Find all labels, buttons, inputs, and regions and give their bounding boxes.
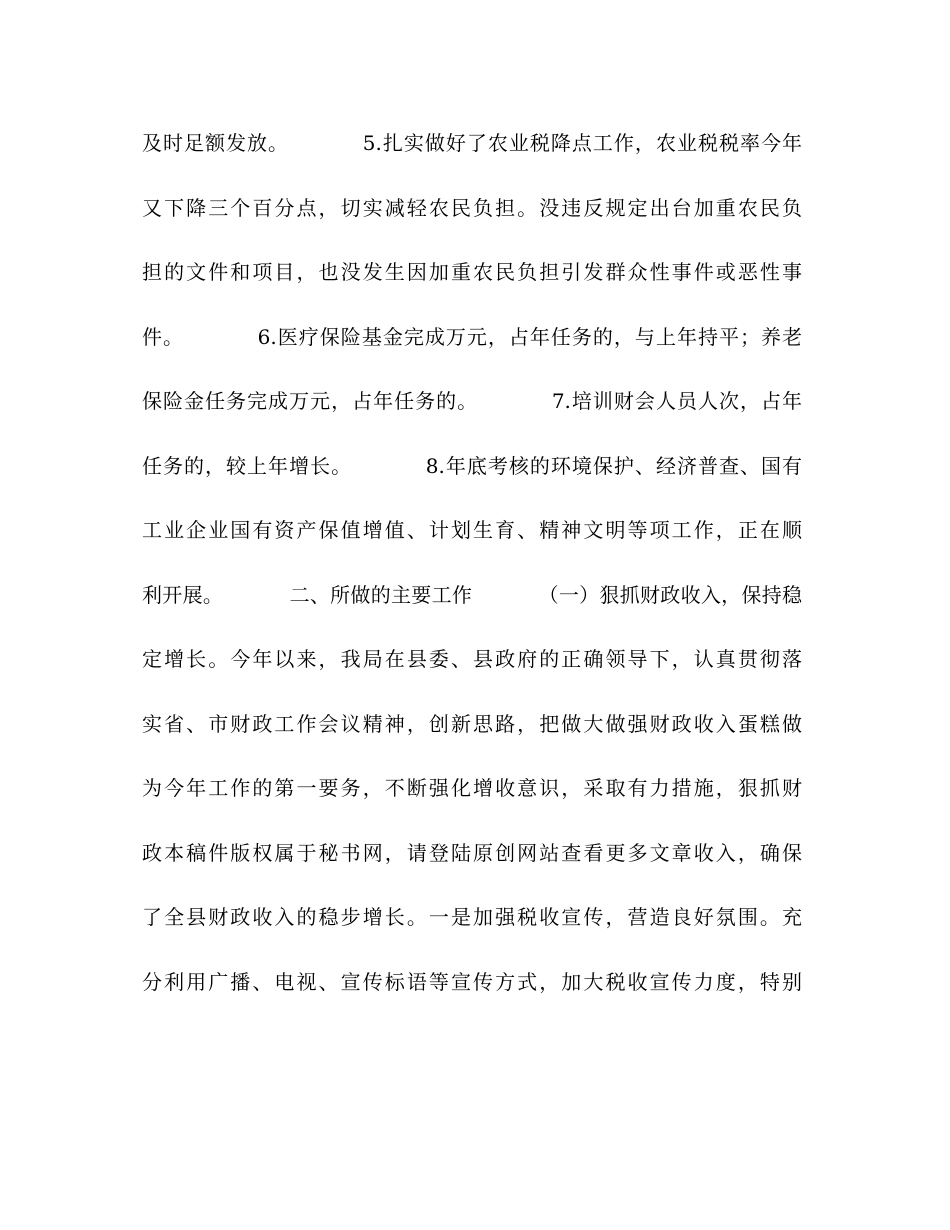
text-line: 定增长。今年以来，我局在县委、县政府的正确领导下，认真贯彻落: [142, 647, 802, 671]
text-line: 分利用广播、电视、宣传标语等宣传方式，加大税收宣传力度，特别: [142, 969, 802, 994]
text-line: 任务的，较上年增长。 8.年底考核的环境保护、经济普查、国有: [142, 453, 802, 478]
text-line: 实省、市财政工作会议精神，创新思路，把做大做强财政收入蛋糕做: [142, 711, 802, 736]
text-line: 为今年工作的第一要务，不断强化增收意识，采取有力措施，狠抓财: [142, 776, 802, 800]
text-line: 件。 6.医疗保险基金完成万元，占年任务的，与上年持平；养老: [142, 324, 802, 349]
body-text: [142, 120, 802, 1023]
text-line: 利开展。 二、所做的主要工作 （一）狠抓财政收入，保持稳: [142, 582, 802, 607]
text-line: 保险金任务完成万元，占年任务的。 7.培训财会人员人次，占年: [142, 389, 802, 413]
text-line: 政本稿件版权属于秘书网，请登陆原创网站查看更多文章收入，确保: [142, 840, 802, 865]
text-line: 及时足额发放。 5.扎实做好了农业税降点工作，农业税税率今年: [142, 131, 802, 155]
text-line: 担的文件和项目，也没发生因加重农民负担引发群众性事件或恶性事: [142, 260, 802, 284]
text-line: 了全县财政收入的稳步增长。一是加强税收宣传，营造良好氛围。充: [142, 905, 802, 929]
text-line: 又下降三个百分点，切实减轻农民负担。没违反规定出台加重农民负: [142, 195, 802, 220]
text-line: 工业企业国有资产保值增值、计划生育、精神文明等项工作，正在顺: [142, 518, 802, 542]
